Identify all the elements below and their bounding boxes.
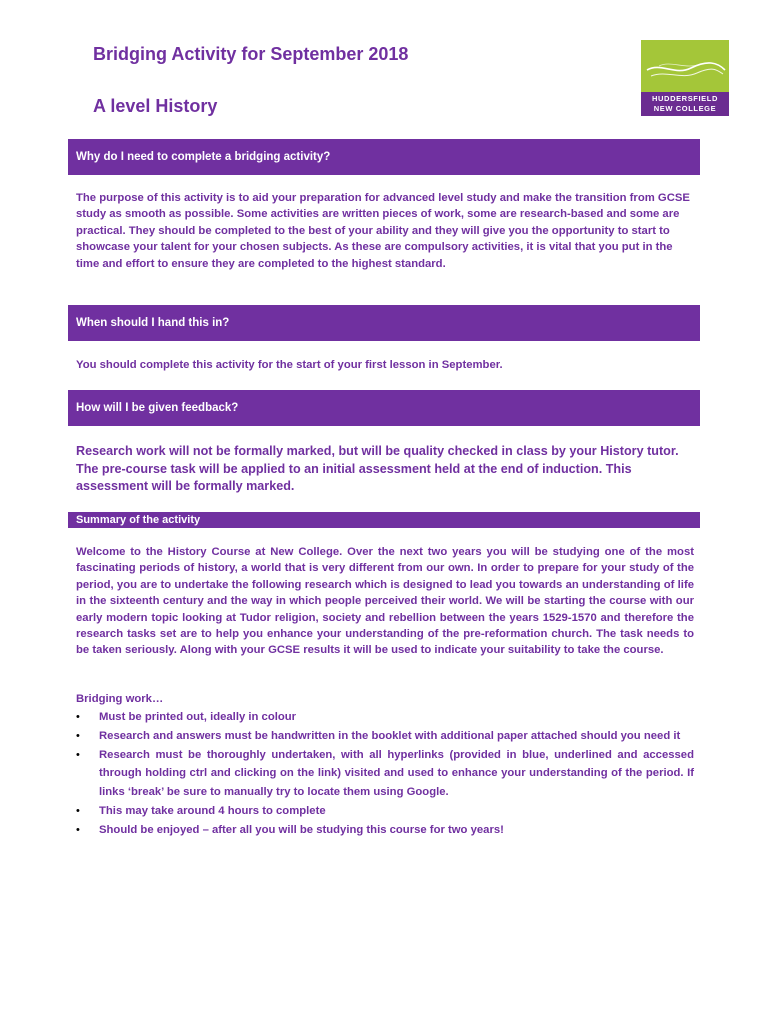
bullet-icon: • — [76, 729, 80, 742]
logo-line-1: HUDDERSFIELD — [652, 94, 718, 103]
section-heading-summary: Summary of the activity — [68, 512, 700, 528]
section-heading-when: When should I hand this in? — [68, 305, 700, 341]
document-title: Bridging Activity for September 2018 — [93, 44, 409, 64]
bullet-icon: • — [76, 748, 80, 761]
bridging-work-heading: Bridging work… — [76, 693, 164, 705]
bridging-work-list — [76, 708, 694, 840]
document-subtitle: A level History — [93, 96, 218, 116]
logo-line-2: NEW COLLEGE — [653, 104, 717, 113]
section-heading-why: Why do I need to complete a bridging activity? — [68, 139, 700, 175]
list-item: • Must be printed out, ideally in colour — [76, 708, 694, 727]
list-item: • Research and answers must be handwritten in the booklet with additional paper attached should you need it — [76, 727, 694, 746]
logo-wordmark — [641, 92, 729, 116]
list-item: • Research must be thoroughly undertaken, with all hyperlinks (provided in blue, underlined and accessed through holding ctrl and clicking on the link) visited and used to enhance your understanding of the period. If links ‘break’ be sure to manually try to locate them using Google. — [76, 746, 694, 802]
section-body-summary: Welcome to the History Course at New College. Over the next two years you will be studying one of the most fascinating periods of history, a world that is very different from our own. In order to prepare for your study of the period, you are to undertake the following research which is designed to lead you towards an understanding of life in the sixteenth century and the way in which people perceived their world. We will be starting the course with our early modern topic looking at Tudor religion, society and rebellion between the years 1529-1570 and therefore the research tasks set are to help you enhance your understanding of the pre-reformation church. The task needs to be taken seriously. Along with your GCSE results it will be used to indicate your suitability to take the course. — [76, 546, 694, 657]
section-body-feedback: Research work will not be formally marked, but will be quality checked in class by your History tutor. The pre-course task will be applied to an initial assessment held at the end of induction. This assessment will be formally marked. — [76, 444, 679, 493]
bullet-icon: • — [76, 804, 80, 817]
list-item: • This may take around 4 hours to complete — [76, 802, 694, 821]
section-heading-feedback: How will I be given feedback? — [68, 390, 700, 426]
bullet-icon: • — [76, 823, 80, 836]
logo-wave-panel — [641, 40, 729, 92]
list-item: • Should be enjoyed – after all you will be studying this course for two years! — [76, 821, 694, 840]
logo-wave-icon — [641, 40, 729, 92]
section-body-when: You should complete this activity for the start of your first lesson in September. — [76, 359, 503, 371]
college-logo — [641, 40, 729, 116]
bullet-icon: • — [76, 711, 80, 723]
section-body-why: The purpose of this activity is to aid your preparation for advanced level study and make the transition from GCSE study as smooth as possible. Some activities are written pieces of work, some are research-based and some are practical. They should be completed to the best of your ability and they will give you the opportunity to start to showcase your talent for your chosen subjects. As these are compulsory activities, it is vital that you put in the time and effort to ensure they are completed to the highest standard. — [76, 192, 690, 270]
